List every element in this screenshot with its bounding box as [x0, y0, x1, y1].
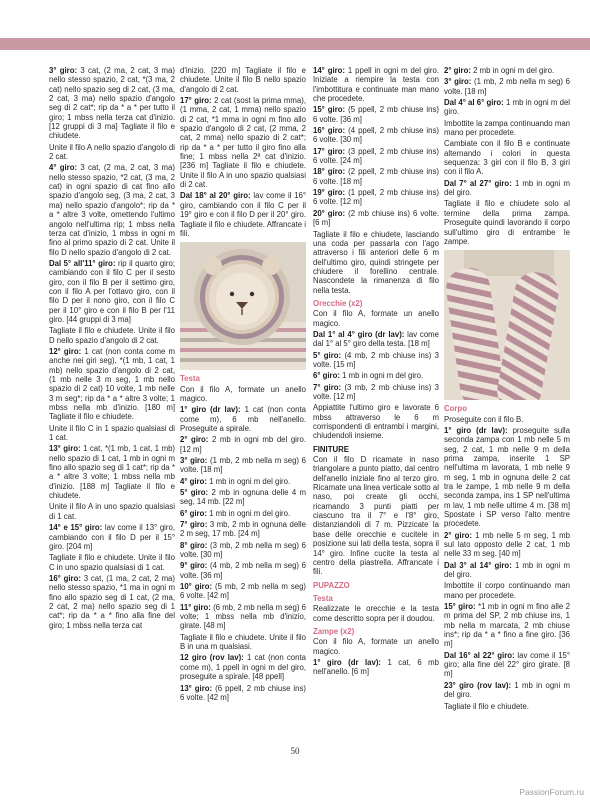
instruction-paragraph: [313, 309, 439, 328]
instruction-text: Proseguite con il filo B.: [444, 414, 524, 424]
instruction-text: Imbottite il corpo continuando man mano per procedete.: [444, 581, 570, 600]
round-label: 14° giro:: [313, 66, 346, 75]
instruction-paragraph: [180, 633, 306, 652]
instruction-paragraph: [444, 561, 570, 580]
instruction-paragraph: [180, 66, 306, 94]
instruction-paragraph: [180, 684, 306, 703]
lion-face: [216, 273, 268, 325]
instruction-text: 1 cat (non conta come m anche nei giri seg), *(1 mb, 1 cat, 1 mb) nello spazio d'angolo di 2 cat, (1 mb nelle 3 m seg, 1 mb nello spazio di 2 cat) 10 volte, 1 mb nelle 3 m seg*; rip da * a * altre 3 volte; 1 mbss nella mb d'inizio. [180 m] Tagliate il filo e chiudete.: [49, 346, 175, 422]
instruction-paragraph: [180, 561, 306, 580]
instruction-text: (4 mb, 2 mb chiuse ins) 3 volte. [15 m]: [313, 350, 439, 369]
round-label: 4° giro:: [49, 163, 78, 173]
round-label: 3° giro:: [49, 66, 78, 75]
instruction-text: 1 cat, 6 mb nell'anello. [6 m]: [313, 657, 439, 677]
instruction-paragraph: [444, 199, 570, 246]
column-4-bottom: [444, 404, 570, 711]
section-heading: FINITURE: [313, 444, 349, 454]
round-label: 9° giro:: [180, 561, 208, 571]
text-column-2: [180, 66, 306, 704]
instruction-text: Tagliate il filo e chiudete.: [444, 701, 529, 711]
instruction-text: Cambiate con il filo B e continuate alternando i colori in questa sequenza: 3 giri con il filo B, 3 giri con il filo A.: [444, 139, 570, 177]
instruction-text: (2 ppell, 2 mb chiuse ins) 6 volte. [18 m]: [313, 167, 439, 186]
instruction-paragraph: [444, 681, 570, 700]
instruction-paragraph: [180, 582, 306, 601]
round-label: 5° giro:: [180, 487, 209, 497]
round-label: 18° giro:: [313, 167, 346, 177]
instruction-text: 1 mb in ogni m del giro.: [444, 178, 570, 198]
instruction-paragraph: [180, 520, 306, 539]
instruction-text: Unite il filo C in 1 spazio qualsiasi di 1 cat.: [49, 423, 175, 443]
section-heading: PUPAZZO: [313, 580, 350, 590]
instruction-text: (5 mb, 2 mb nella m seg) 6 volte. [42 m]: [180, 582, 306, 601]
instruction-paragraph: [313, 383, 439, 402]
instruction-text: 3 mb, 2 mb in ognuna delle 2 m seg, 17 mb. [24 m]: [180, 520, 306, 539]
instruction-text: lav come il 13° giro, cambiando con il filo D per il 15° giro. [204 m]: [49, 523, 175, 551]
round-label: 14° e 15° giro:: [49, 523, 103, 533]
instruction-text: 1 ppell in ogni m del giro. Iniziate a riempire la testa con l'imbottitura e continuate man mano che procedete.: [313, 66, 439, 104]
round-label: 6° giro:: [313, 371, 340, 381]
instruction-text: 1 cat (non conta come m), 6 mb nell'anello. Proseguite a spirale.: [180, 405, 306, 433]
round-label: 19° giro:: [313, 188, 346, 198]
round-label: 2° giro:: [180, 435, 209, 445]
instruction-paragraph: [313, 658, 439, 677]
instruction-text: 1 mb in ogni m del giro.: [444, 98, 571, 117]
instruction-text: 3 cat, (1 ma, 2 cat, 2 ma) nello stesso spazio, *1 ma in ogni m fino allo spazio seg di 1 cat, (2 ma, 2 cat, 2 ma) nello spazio seg di 1 cat*; rip da * a * fino alla fine del giro; 1 mbss nella terza cat: [49, 573, 175, 630]
instruction-paragraph: [313, 371, 439, 380]
instruction-text: Unite il filo A in uno spazio qualsiasi di 1 cat.: [49, 502, 175, 521]
instruction-text: 1 cat, *(1 mb, 1 cat, 1 mb) nello spazio di 1 cat, 1 mb in ogni m fino allo spazio seg di 1 cat*; rip da * a * altre 3 volte; 1 mbss nella mb d'inizio. [188 m] Tagliate il filo e chiudete.: [49, 444, 176, 501]
instruction-paragraph: [49, 553, 175, 572]
instruction-paragraph: [180, 385, 306, 404]
instruction-text: lav come dal 1° al 5° giro della testa. [18 m]: [313, 329, 439, 349]
text-column-3: [313, 66, 439, 679]
instruction-paragraph: [180, 477, 306, 486]
instruction-text: 3 cat, (2 ma, 2 cat, 3 ma) nello stesso spazio, *2 cat, (3 ma, 2 cat) in ogni spazio di cat fino allo spazio d'angolo seg, (3 ma, 2 cat, 3 ma) nello spazio d'angolo*; rip da * a * altre 3 volte, omettendo l'ultimo angolo nell'ultima rip; 1 mbss nella terza cat d'inizio, 1 mbss in ogni m fino al primo spazio di 2 cat. Unite il filo D nello spazio d'angolo di 2 cat.: [49, 163, 175, 257]
instruction-text: (1 mb, 2 mb nella m seg) 6 volte. [18 m]: [180, 455, 306, 475]
round-label: 1° giro (dr lav):: [444, 425, 508, 435]
section-heading: Testa: [313, 593, 333, 603]
instruction-paragraph: [180, 191, 306, 238]
text-column-1: [49, 66, 175, 632]
instruction-text: 2 mb in ognuna delle 4 m seg, 14 mb. [22 m]: [180, 487, 306, 507]
instruction-text: 3 cat, (2 ma, 2 cat, 3 ma) nello stesso spazio, 2 cat, *(3 ma, 2 cat) nello spazio seg di 2 cat, (3 ma, 2 cat, 3 ma) nello spazio d'angolo seg di 2 cat*; rip da * a * per tutto il giro; 1 mbss nella terza cat d'inizio. [12 gruppi di 3 ma] Tagliate il filo e chiudete.: [49, 66, 175, 141]
round-label: Dal 4° al 6° giro:: [444, 98, 504, 108]
instruction-text: rip il quarto giro; cambiando con il filo C per il sesto giro, con il filo B per il settimo giro, con il filo A per l'ottavo giro, con il filo D per il nono giro, con il filo C per il 10° giro e con il filo B per l'11 giro. [44 gruppi di 3 ma]: [49, 258, 175, 324]
section-heading: Zampe (x2): [313, 626, 355, 636]
instruction-paragraph: [313, 455, 439, 576]
instruction-text: (4 ppell, 2 mb chiuse ins) 6 volte. [30 m]: [313, 126, 439, 145]
instruction-paragraph: [444, 426, 570, 529]
instruction-paragraph: [313, 188, 439, 207]
instruction-text: (5 ppell, 2 mb chiuse ins) 6 volte. [36 m]: [313, 105, 439, 124]
instruction-paragraph: [180, 509, 306, 518]
instruction-paragraph: [49, 259, 175, 324]
instruction-paragraph: [180, 653, 306, 681]
instruction-text: (1 ppell, 2 mb chiuse ins) 6 volte. [12 m]: [313, 188, 439, 207]
round-label: 1° giro (dr lav):: [313, 657, 382, 667]
instruction-paragraph: [49, 502, 175, 521]
instruction-text: 1 mb in ogni m del giro.: [339, 371, 424, 381]
round-label: 17° giro:: [180, 96, 212, 106]
instruction-text: Tagliate il filo e chiudete. Unite il filo D nello spazio d'angolo di 2 cat.: [49, 326, 175, 345]
round-label: Dal 7° al 27° giro:: [444, 178, 512, 188]
round-label: Dal 18° al 20° giro:: [180, 191, 251, 201]
instruction-paragraph: [49, 574, 175, 630]
round-label: 23° giro (rov lav):: [444, 680, 512, 690]
instruction-paragraph: [180, 96, 306, 189]
instruction-text: d'inizio. [220 m] Tagliate il filo e chiudete. Unite il filo B nello spazio d'angolo di 2 cat.: [180, 66, 306, 94]
crochet-legs-illustration: [444, 250, 570, 400]
instruction-paragraph: [444, 602, 570, 649]
header-color-band: [0, 38, 590, 50]
instruction-text: Imbottite la zampa continuando man mano per procedete.: [444, 118, 570, 138]
round-label: 2° giro:: [444, 66, 471, 75]
instruction-paragraph: [444, 77, 570, 96]
instruction-paragraph: [49, 326, 175, 345]
instruction-text: 1 mb in ogni m del giro.: [444, 560, 570, 580]
lion-doudou-photo: [180, 242, 306, 370]
round-label: 4° giro:: [180, 476, 207, 486]
instruction-paragraph: [180, 541, 306, 560]
round-label: 16° giro:: [49, 573, 81, 583]
instruction-paragraph: [444, 415, 570, 424]
round-label: 7° giro:: [313, 382, 342, 392]
round-label: 17° giro:: [313, 146, 346, 156]
instruction-text: Tagliate il filo e chiudete solo al termine della prima zampa. Proseguite quindi lavorando il corpo sull'ultimo giro di entrambe le zampe.: [444, 199, 570, 246]
round-label: 13° giro:: [180, 683, 213, 693]
instruction-paragraph: [444, 702, 570, 711]
round-label: 2° giro:: [444, 530, 472, 540]
instruction-text: lav come il 15° giro; alla fine del 22° giro girate. [8 m]: [444, 650, 570, 679]
instruction-paragraph: [180, 435, 306, 454]
instruction-paragraph: [180, 456, 306, 475]
instruction-text: 2 mb in ogni mb del giro. [12 m]: [180, 435, 306, 454]
instruction-text: Realizzate le orecchie e la testa come descritto sopra per il doudou.: [313, 604, 439, 623]
round-label: 12 giro (rov lav):: [180, 653, 244, 663]
instruction-text: 1 mb in ogni m del giro.: [206, 508, 291, 518]
instruction-paragraph: [49, 163, 175, 256]
instruction-paragraph: [313, 105, 439, 124]
instruction-paragraph: [444, 98, 570, 117]
round-label: 1° giro (dr lav):: [180, 405, 241, 415]
instruction-text: Con il filo A, formate un anello magico.: [313, 637, 439, 656]
instruction-text: 1 mb in ogni m del giro.: [444, 680, 570, 700]
round-label: Dal 16° al 22° giro:: [444, 650, 515, 660]
round-label: Dal 1° al 4° giro (dr lav):: [313, 329, 405, 339]
instruction-paragraph: [313, 330, 439, 349]
round-label: 7° giro:: [180, 520, 208, 529]
instruction-text: 2 cat (sost la prima mma), (1 mma, 2 cat, 1 mma) nello spazio di 2 cat, *1 mma in ogni m fino allo spazio d'angolo di 2 cat, (2 mma, 2 cat, 2 mma) nello spazio di 2 cat*; rip da * a * per tutto il giro fino alla fine; 1 mbss nella 2ª cat d'inizio. [236 m] Tagliate il filo e chiudete. Unite il filo A in uno spazio qualsiasi di 2 cat.: [180, 96, 306, 190]
instruction-text: proseguite sulla seconda zampa con 1 mb nelle 5 m seg, 2 cat, 1 mb nelle 9 m della prima zampa, inserite 1 SP nell'ultima m lavorata, 1 mb nelle 9 m seg, 1 mb in ognuna delle 2 cat tra le zampe, 1 mb nelle 9 m della seconda zampa, ins 1 SP nell'ultima m lav, 1 mb nelle ultime 4 m. [38 m] Spostate i SP verso l'alto mentre procedete.: [444, 425, 571, 529]
instruction-text: Con il filo A, formate un anello magico.: [313, 309, 439, 328]
instruction-text: Con il filo A, formate un anello magico.: [180, 384, 306, 403]
instruction-paragraph: [444, 581, 570, 600]
instruction-paragraph: [49, 424, 175, 443]
round-label: 3° giro:: [444, 77, 472, 87]
instruction-paragraph: [444, 179, 570, 198]
instruction-paragraph: [49, 66, 175, 141]
lion-legs-photo: [444, 250, 570, 400]
instruction-paragraph: [444, 119, 570, 138]
round-label: 15° giro:: [444, 602, 476, 612]
round-label: Dal 5° all'11° giro:: [49, 258, 116, 268]
instruction-paragraph: [444, 651, 570, 679]
instruction-paragraph: [313, 66, 439, 103]
instruction-paragraph: [313, 167, 439, 186]
round-label: 8° giro:: [180, 540, 208, 550]
instruction-text: 2 mb in ogni m del giro.: [470, 66, 555, 75]
instruction-text: (2 mb chiuse ins) 6 volte. [6 m]: [313, 208, 439, 228]
instruction-text: Appiattite l'ultimo giro e lavorate 6 mbss attraverso le 6 m corrispondenti di entrambi i margini, chiudendoli insieme.: [313, 403, 439, 441]
instruction-paragraph: [444, 139, 570, 176]
section-heading: Orecchie (x2): [313, 298, 363, 308]
instruction-paragraph: [49, 347, 175, 422]
round-label: 13° giro:: [49, 444, 81, 454]
instruction-paragraph: [444, 66, 570, 75]
instruction-paragraph: [313, 147, 439, 166]
column-2-top: [180, 66, 306, 238]
instruction-paragraph: [180, 488, 306, 507]
round-label: 16° giro:: [313, 126, 346, 136]
instruction-text: Tagliate il filo e chiudete. Unite il filo C in uno spazio qualsiasi di 1 cat.: [49, 553, 175, 572]
round-label: 15° giro:: [313, 105, 346, 115]
round-label: 20° giro:: [313, 208, 346, 218]
instruction-paragraph: [313, 230, 439, 295]
round-label: 6° giro:: [180, 508, 207, 518]
text-column-4: [444, 66, 570, 713]
instruction-paragraph: [313, 403, 439, 440]
instruction-text: (3 mb, 2 mb nella m seg) 6 volte. [30 m]: [180, 540, 306, 560]
round-label: 5° giro:: [313, 350, 342, 360]
instruction-paragraph: [49, 143, 175, 162]
instruction-text: Con il filo D ricamate in naso triangolare a punto piatto, dal centro dell'anello iniziale fino al terzo giro. Ricamate una linea verticale sotto al naso, poi create gli occhi, ricamando 3 punti piatti per ciascuno tra il 7° e l'8° giro, distanziandoli di 7 m. Pizzicate la base delle orecchie e cucitele in posizione sui lati della testa, sopra il 14° giro. Infine cucite la testa al centro della piastrella. Affrancate i fili.: [313, 455, 439, 577]
instruction-text: *1 mb in ogni m fino alle 2 m prima del SP, 2 mb chiuse ins, 1 mb nella m marcata, 2 mb chiuse ins*; rip da * a * fino a fine giro. [36 m]: [444, 602, 570, 649]
round-label: Dal 3° al 14° giro:: [444, 560, 512, 570]
page-number: 50: [290, 746, 300, 756]
instruction-text: 1 mb in ogni m del giro.: [206, 476, 291, 486]
round-label: 3° giro:: [180, 455, 208, 465]
round-label: 10° giro:: [180, 582, 213, 592]
instruction-text: Tagliate il filo e chiudete, lasciando una coda per passarla con l'ago attraverso i fili anteriori delle 6 m dell'ultimo giro, quindi stringete per chiudere il forellino centrale. Nascondete la rimanenza di filo nella testa.: [313, 229, 439, 295]
instruction-paragraph: [180, 603, 306, 631]
instruction-text: 1 cat (non conta come m), 1 ppell in ogni m del giro, proseguite a spirale. [48 ppell]: [180, 653, 306, 682]
instruction-text: Unite il filo A nello spazio d'angolo di 2 cat.: [49, 142, 175, 162]
instruction-paragraph: [313, 351, 439, 370]
instruction-text: Tagliate il filo e chiudete. Unite il filo B in una m qualsiasi.: [180, 632, 306, 652]
instruction-paragraph: [49, 523, 175, 551]
instruction-text: lav come il 16° giro, cambiando con il filo C per il 19° giro e con il filo D per il 20° giro. Tagliate il filo e chiudete. Affrancate i fili.: [180, 191, 306, 238]
instruction-paragraph: [49, 444, 175, 500]
instruction-paragraph: [313, 209, 439, 228]
lion-illustration: [180, 242, 306, 370]
instruction-paragraph: [313, 126, 439, 145]
instruction-text: (3 mb, 2 mb chiuse ins) 3 volte. [12 m]: [313, 382, 439, 401]
round-label: 11° giro:: [180, 602, 211, 612]
instruction-text: 1 mb nelle 5 m seg, 1 mb sul lato opposto delle 2 cat, 1 mb nelle 33 m seg. [40 m]: [444, 530, 570, 559]
instruction-text: (4 mb, 2 mb nella m seg) 6 volte. [36 m]: [180, 561, 306, 580]
round-label: 12° giro:: [49, 346, 82, 356]
instruction-text: (6 ppell, 2 mb chiuse ins) 6 volte. [42 m]: [180, 683, 306, 702]
instruction-text: (6 mb, 2 mb nella m seg) 6 volte; 1 mbss nella mb d'inizio, girate. [48 m]: [180, 602, 306, 631]
instruction-text: (1 mb, 2 mb nella m seg) 6 volte. [18 m]: [444, 77, 570, 96]
instruction-text: (3 ppell, 2 mb chiuse ins) 6 volte. [24 m]: [313, 146, 439, 166]
section-heading: Testa: [180, 374, 200, 384]
column-2-bottom: [180, 374, 306, 702]
instruction-paragraph: [180, 405, 306, 433]
watermark: PassionForum.ru: [519, 787, 584, 797]
instruction-paragraph: [313, 637, 439, 656]
section-heading: Corpo: [444, 404, 467, 414]
column-4-top: [444, 66, 570, 246]
instruction-paragraph: [444, 531, 570, 559]
instruction-paragraph: [313, 604, 439, 623]
